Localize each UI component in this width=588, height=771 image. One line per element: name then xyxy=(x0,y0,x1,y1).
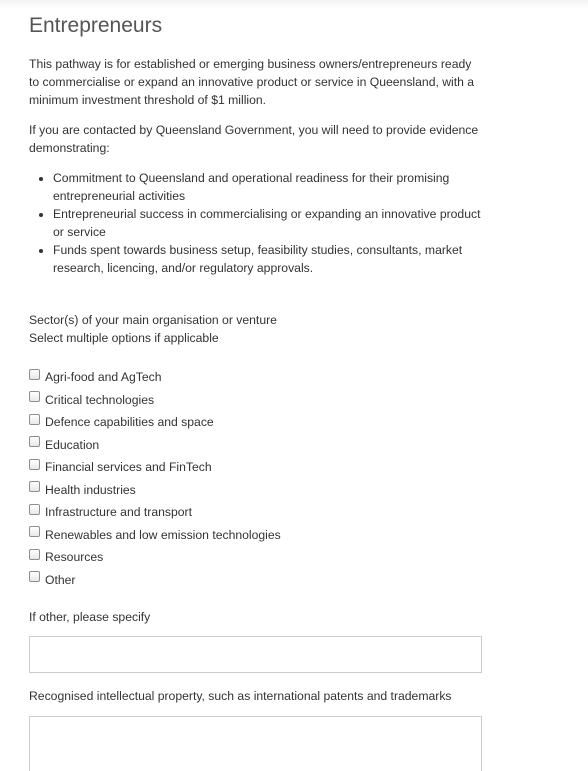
evidence-item: • Funds spent towards business setup, feasibility studies, consultants, market research, licencing, and/or regulatory approvals. xyxy=(53,241,484,277)
checkbox-label: Resources xyxy=(45,550,104,565)
checkbox-label: Renewables and low emission technologies xyxy=(45,527,281,542)
sector-label: Sector(s) of your main organisation or venture xyxy=(29,313,277,327)
checkbox[interactable] xyxy=(29,571,40,582)
sector-checkbox-list xyxy=(29,366,484,591)
checkbox[interactable] xyxy=(29,369,40,380)
sector-option-agri-food[interactable] xyxy=(29,366,484,389)
checkbox[interactable] xyxy=(29,481,40,492)
ip-textarea[interactable] xyxy=(29,716,482,771)
ip-field-label: Recognised intellectual property, such as international patents and trademarks xyxy=(29,689,452,703)
checkbox[interactable] xyxy=(29,549,40,560)
sector-option-health[interactable] xyxy=(29,479,484,502)
checkbox[interactable] xyxy=(29,436,40,447)
checkbox[interactable] xyxy=(29,526,40,537)
checkbox-label: Health industries xyxy=(45,482,136,497)
sector-hint: Select multiple options if applicable xyxy=(29,331,219,345)
checkbox-label: Critical technologies xyxy=(45,392,155,407)
evidence-item: • Entrepreneurial success in commercialising or expanding an innovative product or service xyxy=(53,205,484,241)
checkbox-label: Defence capabilities and space xyxy=(45,415,214,430)
checkbox[interactable] xyxy=(29,459,40,470)
checkbox-label: Infrastructure and transport xyxy=(45,505,192,520)
sector-option-resources[interactable] xyxy=(29,546,484,569)
sector-option-critical-technologies[interactable] xyxy=(29,389,484,412)
sector-option-financial-services[interactable] xyxy=(29,456,484,479)
checkbox-label: Education xyxy=(45,437,100,452)
checkbox[interactable] xyxy=(29,391,40,402)
evidence-list xyxy=(29,169,484,277)
other-field-label: If other, please specify xyxy=(29,610,151,624)
sector-option-defence[interactable] xyxy=(29,411,484,434)
checkbox-label: Financial services and FinTech xyxy=(45,460,212,475)
sector-option-infrastructure[interactable] xyxy=(29,501,484,524)
checkbox-label: Agri-food and AgTech xyxy=(45,370,162,385)
intro-paragraph: This pathway is for established or emerging business owners/entrepreneurs ready to commercialise or expand an innovative product or service in Queensland, with a minimum investment threshold of $1 million. xyxy=(29,57,475,107)
evidence-item: • Commitment to Queensland and operational readiness for their promising entrepreneurial activities xyxy=(53,169,484,205)
sector-option-education[interactable] xyxy=(29,434,484,457)
other-specify-input[interactable] xyxy=(29,636,482,673)
evidence-intro: If you are contacted by Queensland Government, you will need to provide evidence demonstrating: xyxy=(29,123,479,155)
form-content xyxy=(29,0,484,771)
sector-option-renewables[interactable] xyxy=(29,524,484,547)
checkbox-label: Other xyxy=(45,572,76,587)
page-title: Entrepreneurs xyxy=(29,14,163,37)
checkbox[interactable] xyxy=(29,504,40,515)
checkbox[interactable] xyxy=(29,414,40,425)
sector-option-other[interactable] xyxy=(29,569,484,592)
